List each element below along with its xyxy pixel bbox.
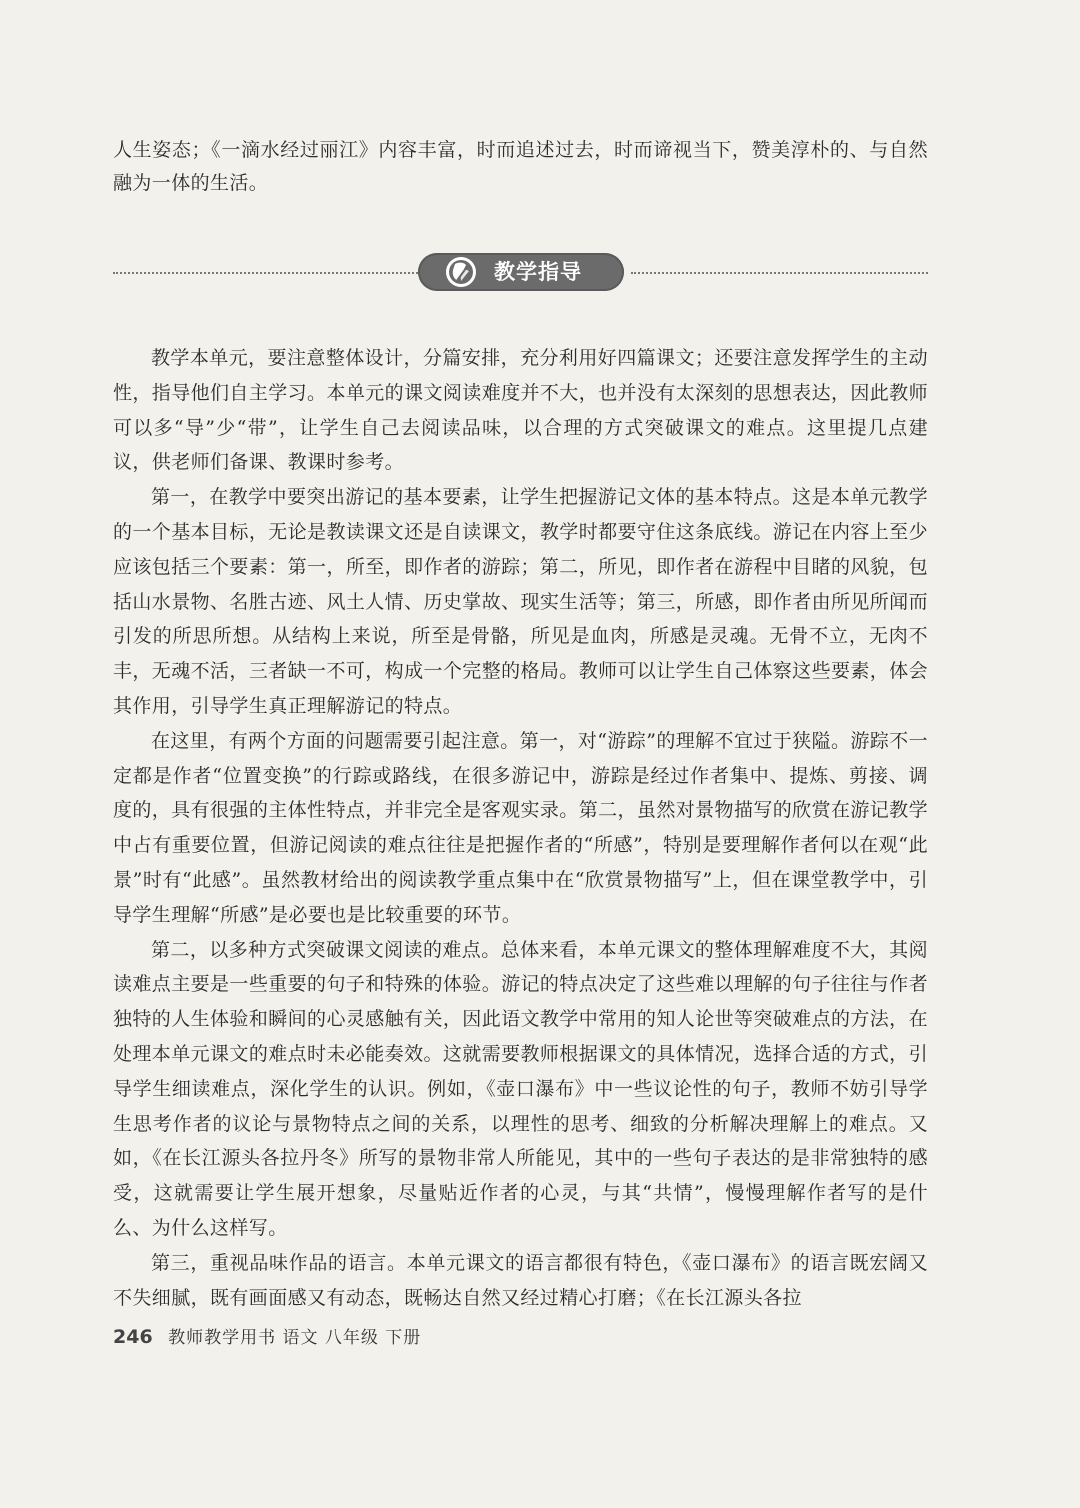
teaching-guide-icon xyxy=(444,255,478,289)
section-title: 教学指导 xyxy=(494,260,582,284)
body-text xyxy=(113,341,928,1315)
dotted-divider-right xyxy=(631,272,928,274)
dotted-divider-left xyxy=(113,272,418,274)
intro-paragraph: 人生姿态；《一滴水经过丽江》内容丰富，时而追述过去，时而谛视当下，赞美淳朴的、与自然融为一体的生活。 xyxy=(113,139,928,194)
paragraph: 第三，重视品味作品的语言。本单元课文的语言都很有特色，《壶口瀑布》的语言既宏阔又不失细腻，既有画面感又有动态，既畅达自然又经过精心打磨；《在长江源头各拉 xyxy=(113,1251,928,1309)
paragraph: 第一，在教学中要突出游记的基本要素，让学生把握游记文体的基本特点。这是本单元教学的一个基本目标，无论是教读课文还是自读课文，教学时都要守住这条底线。游记在内容上至少应该包括三个要素：第一，所至，即作者的游踪；第二，所见，即作者在游程中目睹的风貌，包括山水景物、名胜古迹、风土人情、历史掌故、现实生活等；第三，所感，即作者由所见所闻而引发的所思所想。从结构上来说，所至是骨骼，所见是血肉，所感是灵魂。无骨不立，无肉不丰，无魂不活，三者缺一不可，构成一个完整的格局。教师可以让学生自己体察这些要素，体会其作用，引导学生真正理解游记的特点。 xyxy=(113,486,928,717)
paragraph: 第二，以多种方式突破课文阅读的难点。总体来看，本单元课文的整体理解难度不大，其阅读难点主要是一些重要的句子和特殊的体验。游记的特点决定了这些难以理解的句子往往与作者独特的人生体验和瞬间的心灵感触有关，因此语文教学中常用的知人论世等突破难点的方法，在处理本单元课文的难点时未必能奏效。这就需要教师根据课文的具体情况，选择合适的方式，引导学生细读难点，深化学生的认识。例如，《壶口瀑布》中一些议论性的句子，教师不妨引导学生思考作者的议论与景物特点之间的关系，以理性的思考、细致的分析解决理解上的难点。又如，《在长江源头各拉丹冬》所写的景物非常人所能见，其中的一些句子表达的是非常独特的感受，这就需要让学生展开想象，尽量贴近作者的心灵，与其“共情”，慢慢理解作者写的是什么、为什么这样写。 xyxy=(113,938,928,1239)
book-title: 教师教学用书 语文 八年级 下册 xyxy=(168,1328,422,1348)
page-footer xyxy=(113,1324,421,1351)
paragraph: 在这里，有两个方面的问题需要引起注意。第一，对“游踪”的理解不宜过于狭隘。游踪不一定都是作者“位置变换”的行踪或路线，在很多游记中，游踪是经过作者集中、提炼、剪接、调度的，具有很强的主体性特点，并非完全是客观实录。第二，虽然对景物描写的欣赏在游记教学中占有重要位置，但游记阅读的难点往往是把握作者的“所感”，特别是要理解作者何以在观“此景”时有“此感”。虽然教材给出的阅读教学重点集中在“欣赏景物描写”上，但在课堂教学中，引导学生理解“所感”是必要也是比较重要的环节。 xyxy=(113,729,928,926)
page-number: 246 xyxy=(113,1326,153,1348)
section-title-banner xyxy=(418,253,624,291)
paragraph: 教学本单元，要注意整体设计，分篇安排，充分利用好四篇课文；还要注意发挥学生的主动性，指导他们自主学习。本单元的课文阅读难度并不大，也并没有太深刻的思想表达，因此教师可以多“导”少“带”，让学生自己去阅读品味，以合理的方式突破课文的难点。这里提几点建议，供老师们备课、教课时参考。 xyxy=(113,347,928,474)
section-header xyxy=(113,253,928,293)
